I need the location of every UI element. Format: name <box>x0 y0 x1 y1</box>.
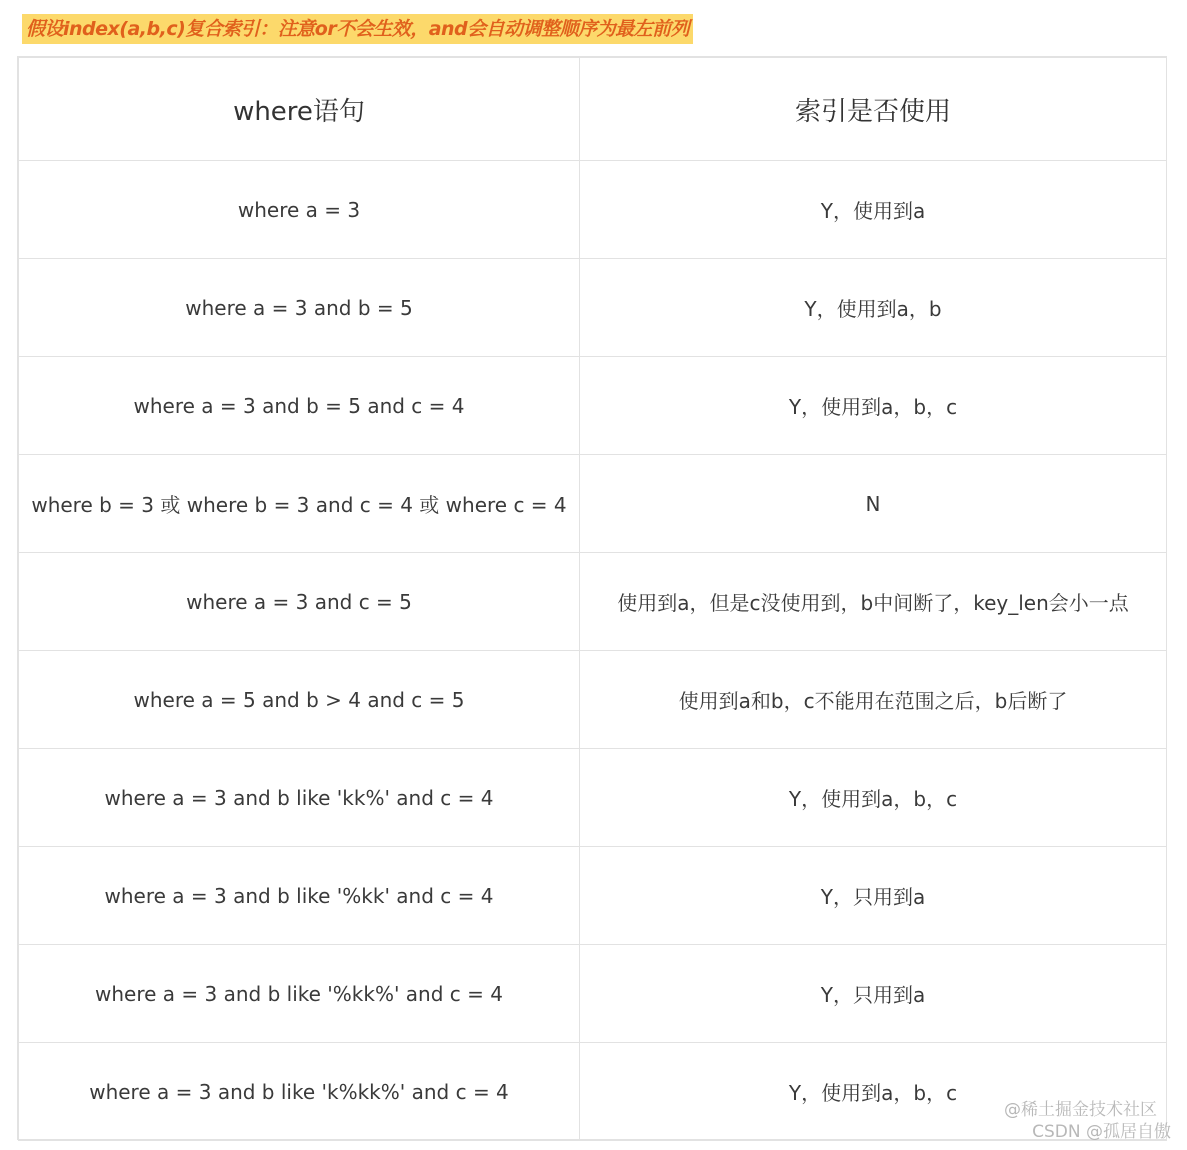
where-clause-cell: where a = 3 and b like '%kk' and c = 4 <box>19 847 580 945</box>
index-usage-cell: Y，使用到a，b，c <box>580 357 1167 455</box>
table-header-row <box>19 58 1167 161</box>
header-where-clause: where语句 <box>19 58 580 161</box>
index-usage-cell: Y，使用到a <box>580 161 1167 259</box>
where-clause-cell: where a = 3 and b like 'k%kk%' and c = 4 <box>19 1043 580 1141</box>
page-heading: 假设index(a,b,c)复合索引：注意or不会生效，and会自动调整顺序为最左前列 <box>22 14 693 44</box>
where-clause-cell: where a = 3 and b = 5 and c = 4 <box>19 357 580 455</box>
table-row <box>19 847 1167 945</box>
header-index-used: 索引是否使用 <box>580 58 1167 161</box>
index-usage-cell: 使用到a，但是c没使用到，b中间断了，key_len会小一点 <box>580 553 1167 651</box>
where-clause-cell: where a = 3 and b like 'kk%' and c = 4 <box>19 749 580 847</box>
watermark-csdn: CSDN @孤居自傲 <box>1032 1122 1171 1142</box>
where-clause-cell: where a = 3 <box>19 161 580 259</box>
index-usage-cell: Y，只用到a <box>580 847 1167 945</box>
table-row <box>19 945 1167 1043</box>
table-row <box>19 651 1167 749</box>
index-usage-cell: N <box>580 455 1167 553</box>
table-row <box>19 357 1167 455</box>
table-row <box>19 553 1167 651</box>
table-row <box>19 749 1167 847</box>
table-row <box>19 161 1167 259</box>
index-usage-cell: Y，只用到a <box>580 945 1167 1043</box>
where-clause-cell: where a = 3 and b = 5 <box>19 259 580 357</box>
watermark-juejin: @稀土掘金技术社区 <box>1004 1100 1157 1120</box>
index-usage-cell: 使用到a和b，c不能用在范围之后，b后断了 <box>580 651 1167 749</box>
index-usage-cell: Y，使用到a，b，c <box>580 1043 1167 1141</box>
where-clause-cell: where a = 5 and b > 4 and c = 5 <box>19 651 580 749</box>
where-clause-cell: where b = 3 或 where b = 3 and c = 4 或 where c = 4 <box>19 455 580 553</box>
table-row <box>19 1043 1167 1141</box>
table-row <box>19 455 1167 553</box>
index-usage-cell: Y，使用到a，b，c <box>580 749 1167 847</box>
index-usage-cell: Y，使用到a，b <box>580 259 1167 357</box>
where-clause-cell: where a = 3 and c = 5 <box>19 553 580 651</box>
index-usage-table <box>17 56 1167 1140</box>
where-clause-cell: where a = 3 and b like '%kk%' and c = 4 <box>19 945 580 1043</box>
table-row <box>19 259 1167 357</box>
